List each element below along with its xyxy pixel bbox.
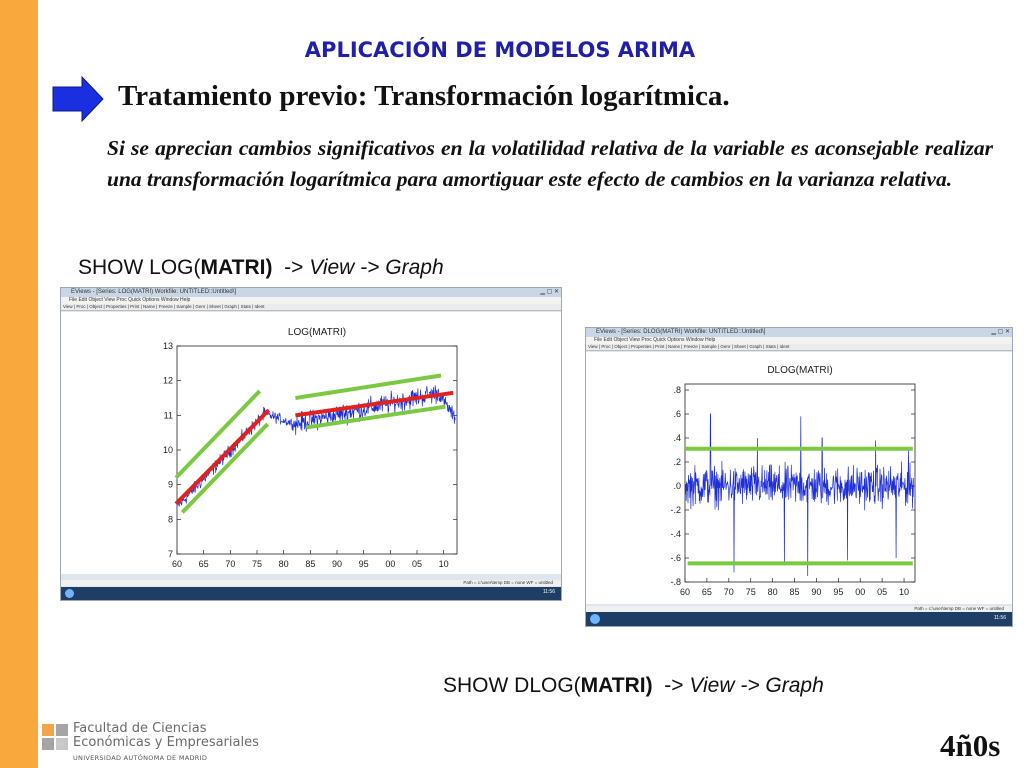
x-tick-label: 75 [251,559,263,569]
y-tick-label: 10 [162,445,173,455]
start-button-icon[interactable] [65,589,74,598]
x-tick-label: 80 [767,587,778,597]
slide-title: APLICACIÓN DE MODELOS ARIMA [304,38,696,62]
x-tick-label: 80 [278,559,289,569]
command-dlog-suffix: -> [664,674,684,697]
y-tick-label: 11 [163,410,173,421]
x-tick-label: 60 [679,587,691,597]
window-toolbar[interactable]: View | Proc | Object | Properties | Print | Name | Freeze | Sample | Genr | Sheet | Graph | Stats | Ident [586,344,1012,351]
x-tick-label: 60 [171,559,183,569]
y-tick-label: 9 [167,479,173,490]
logo-line-3: UNIVERSIDAD AUTÓNOMA DE MADRID [73,754,208,762]
y-tick-label: .6 [673,409,681,419]
y-tick-label: .4 [673,433,681,443]
band-upper [295,375,441,398]
y-tick-label: 12 [162,375,173,386]
y-tick-label: 13 [162,341,173,351]
window-controls-icon[interactable]: ▁ ▢ ✕ [540,289,559,295]
windows-taskbar [61,587,561,600]
y-tick-label: -.6 [670,553,681,563]
window-menubar[interactable]: File Edit Object View Proc Quick Options Window Help [586,337,1012,344]
corner-logo-text: 4ñ0s [940,728,1001,763]
command-dlog-prefix: SHOW DLOG( [443,674,581,697]
window-titlebar: EViews - [Series: LOG(MATRI) Workfile: UNTITLED::Untitled\] [61,288,561,297]
window-statusbar: Path = c:\user\temp DB = none WF = untitled [586,606,1012,612]
window-menubar[interactable]: File Edit Object View Proc Quick Options Window Help [61,297,561,304]
trend-line [176,410,269,504]
command-log [78,256,444,280]
x-tick-label: 65 [198,559,209,569]
x-tick-label: 75 [745,587,756,597]
x-tick-label: 70 [225,559,236,569]
y-tick-label: -.4 [670,529,681,539]
log-matri-chart [61,312,561,574]
slide-subtitle: Tratamiento previo: Transformación logarítmica. [118,80,730,112]
x-tick-label: 95 [358,559,369,569]
eviews-window-dlog [585,327,1013,627]
x-tick-label: 00 [385,559,396,569]
explanation-paragraph: Si se aprecian cambios significativos en la volatilidad relativa de la variable es aconsejable realizar una transformación logarítmica para amortiguar este efecto de cambios en la varianza relativa. [107,136,993,191]
series-line [177,385,455,506]
y-tick-label: -.8 [670,577,681,587]
y-tick-label: 8 [167,514,173,525]
chart-title: LOG(MATRI) [287,327,347,338]
x-tick-label: 05 [411,559,423,569]
x-tick-label: 65 [701,587,712,597]
command-log-prefix: SHOW LOG( [78,256,201,279]
logo-line-1: Facultad de Ciencias [73,721,207,736]
start-button-icon[interactable] [590,614,600,624]
right-arrow-icon [52,76,104,122]
x-tick-label: 90 [331,559,343,569]
window-controls-icon[interactable]: ▁ ▢ ✕ [991,329,1010,335]
plot-frame [177,346,457,554]
x-tick-label: 00 [855,587,866,597]
y-tick-label: .0 [673,481,681,491]
series-line [685,414,913,576]
taskbar-clock: 11:56 [993,615,1006,621]
x-tick-label: 90 [811,587,822,597]
command-log-italic: View -> Graph [303,256,444,279]
command-dlog-bold: MATRI) [580,674,653,697]
y-tick-label: .8 [673,385,681,395]
command-log-suffix: -> [284,256,304,279]
command-log-bold: MATRI) [200,256,273,279]
window-statusbar: Path = c:\user\temp DB = none WF = untitled [61,580,561,586]
y-tick-label: -.2 [670,505,681,515]
taskbar-clock: 11:56 [542,589,555,595]
x-tick-label: 10 [438,559,449,569]
x-tick-label: 10 [899,587,910,597]
x-tick-label: 85 [789,587,800,597]
band-lower [182,424,267,512]
faculty-logo-icon [42,724,68,750]
y-tick-label: 7 [167,549,173,559]
dlog-matri-chart [586,352,1012,604]
x-tick-label: 70 [723,587,734,597]
windows-taskbar [586,612,1012,626]
eviews-window-log [60,287,562,601]
window-toolbar[interactable]: View | Proc | Object | Properties | Print | Name | Freeze | Sample | Genr | Sheet | Graph | Stats | Ident [61,304,561,311]
chart-title: DLOG(MATRI) [767,365,833,376]
logo-line-2: Económicas y Empresariales [73,735,259,750]
x-tick-label: 05 [877,587,888,597]
faculty-logo-text [73,722,259,762]
orange-side-bar [0,0,38,768]
y-tick-label: .2 [673,457,681,467]
command-dlog [443,674,824,698]
x-tick-label: 85 [305,559,316,569]
window-titlebar: EViews - [Series: DLOG(MATRI) Workfile: UNTITLED::Untitled\] [586,328,1012,337]
x-tick-label: 95 [833,587,844,597]
command-dlog-italic: View -> Graph [683,674,824,697]
